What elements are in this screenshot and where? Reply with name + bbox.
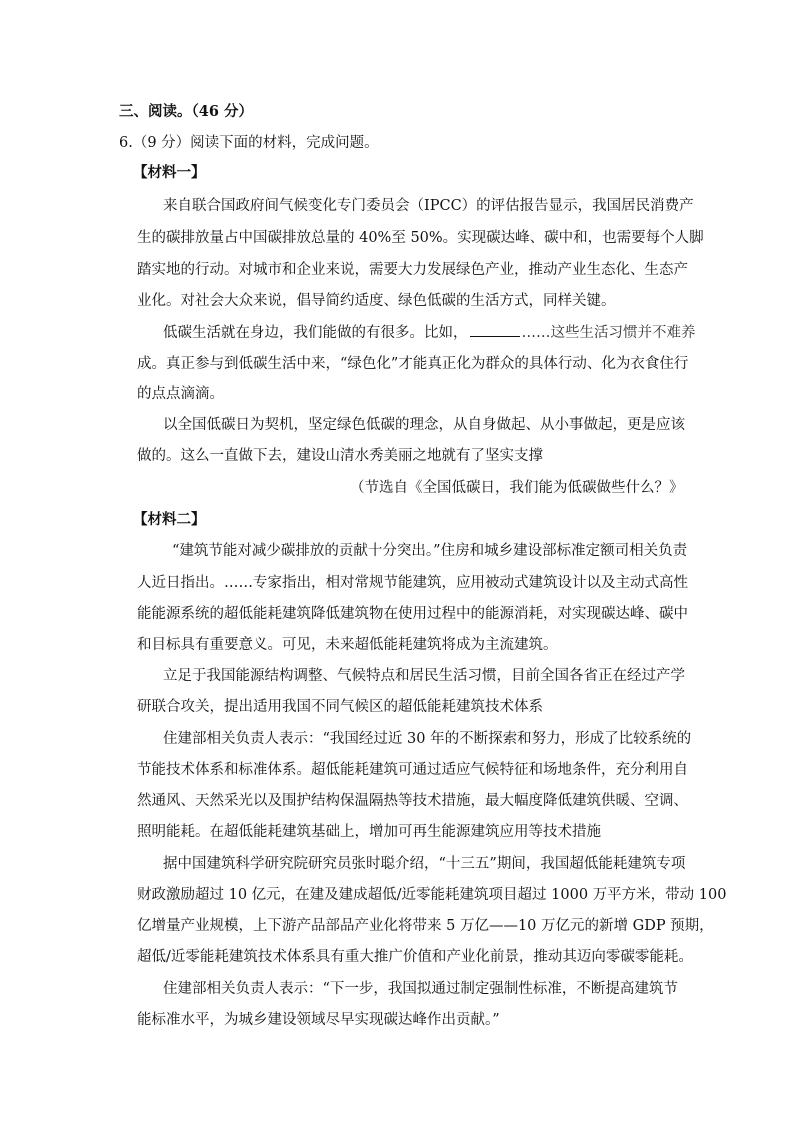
material1-label: 【材料一】 xyxy=(133,164,206,181)
material1-p2-text-before: 低碳生活就在身边，我们能做的有很多。比如， xyxy=(163,325,468,341)
material1-p1-line3: 踏实地的行动。对城市和企业来说，需要大力发展绿色产业，推动产业生态化、生态产 xyxy=(137,262,688,278)
material1-p1-line1: 来自联合国政府间气候变化专门委员会（IPCC）的评估报告显示，我国居民消费产 xyxy=(163,198,694,214)
material1-source: （节选自《全国低碳日，我们能为低碳做些什么？》 xyxy=(350,480,684,496)
material2-p2-line1: 立足于我国能源结构调整、气候特点和居民生活习惯，目前全国各省正在经过产学 xyxy=(163,668,685,684)
material2-p1-line4: 和目标具有重要意义。可见，未来超低能耗建筑将成为主流建筑。 xyxy=(137,637,558,653)
material2-p4-line2: 财政激励超过 10 亿元，在建及建成超低/近零能耗建筑项目超过 1000 万平方米，带动 100 xyxy=(137,887,727,903)
material2-p2-line2: 研联合攻关，提出适用我国不同气候区的超低能耗建筑技术体系 xyxy=(137,699,543,715)
material2-p1-line3: 能能源系统的超低能耗建筑降低建筑物在使用过程中的能源消耗，对实现碳达峰、碳中 xyxy=(137,606,688,622)
section-heading: 三、阅读。（46 分） xyxy=(119,103,253,120)
material2-p3-line4: 照明能耗。在超低能耗建筑基础上，增加可再生能源建筑应用等技术措施 xyxy=(137,824,601,840)
material1-p2-text-after: ……这些生活习惯并不难养 xyxy=(521,325,696,341)
material2-p1-line1: “建筑节能对减少碳排放的贡献十分突出。”住房和城乡建设部标准定额司相关负责 xyxy=(172,543,688,559)
material1-p3-line2: 做的。这么一直做下去，建设山清水秀美丽之地就有了坚实支撑 xyxy=(137,448,543,464)
material2-label: 【材料二】 xyxy=(133,511,206,528)
material2-p4-line4: 超低/近零能耗建筑技术体系具有重大推广价值和产业化前景，推动其迈向零碳零能耗。 xyxy=(137,949,693,965)
material2-p4-line1: 据中国建筑科学研究院研究员张时聪介绍，“十三五”期间，我国超低能耗建筑专项 xyxy=(163,856,686,872)
material1-p2-line2: 成。真正参与到低碳生活中来，“绿色化”才能真正化为群众的具体行动、化为衣食住行 xyxy=(137,356,689,372)
fill-in-blank[interactable] xyxy=(470,322,520,337)
material1-p1-line2: 生的碳排放量占中国碳排放总量的 40%至 50%。实现碳达峰、碳中和，也需要每个人脚 xyxy=(137,230,704,246)
material1-p3-line1: 以全国低碳日为契机，坚定绿色低碳的理念，从自身做起、从小事做起，更是应该 xyxy=(163,417,685,433)
material2-p5-line2: 能标准水平，为城乡建设领域尽早实现碳达峰作出贡献。” xyxy=(137,1012,500,1028)
material1-p1-line4: 业化。对社会大众来说，倡导简约适度、绿色低碳的生活方式，同样关键。 xyxy=(137,293,616,309)
material2-p5-line1: 住建部相关负责人表示：“下一步，我国拟通过制定强制性标准，不断提高建筑节 xyxy=(163,981,678,997)
material2-p3-line1: 住建部相关负责人表示：“我国经过近 30 年的不断探索和努力，形成了比较系统的 xyxy=(163,731,692,747)
material2-p3-line2: 节能技术体系和标准体系。超低能耗建筑可通过适应气候特征和场地条件，充分利用自 xyxy=(137,762,688,778)
material2-p1-line2: 人近日指出。……专家指出，相对常规节能建筑，应用被动式建筑设计以及主动式高性 xyxy=(137,575,688,591)
material1-p2-line1 xyxy=(163,322,696,343)
material1-p2-line3: 的点点滴滴。 xyxy=(137,386,224,402)
question-stem: 6.（9 分）阅读下面的材料，完成问题。 xyxy=(119,135,379,151)
material2-p3-line3: 然通风、天然采光以及围护结构保温隔热等技术措施，最大幅度降低建筑供暖、空调、 xyxy=(137,793,688,809)
material2-p4-line3: 亿增量产业规模，上下游产品部品产业化将带来 5 万亿——10 万亿元的新增 GDP 预期， xyxy=(137,918,714,934)
